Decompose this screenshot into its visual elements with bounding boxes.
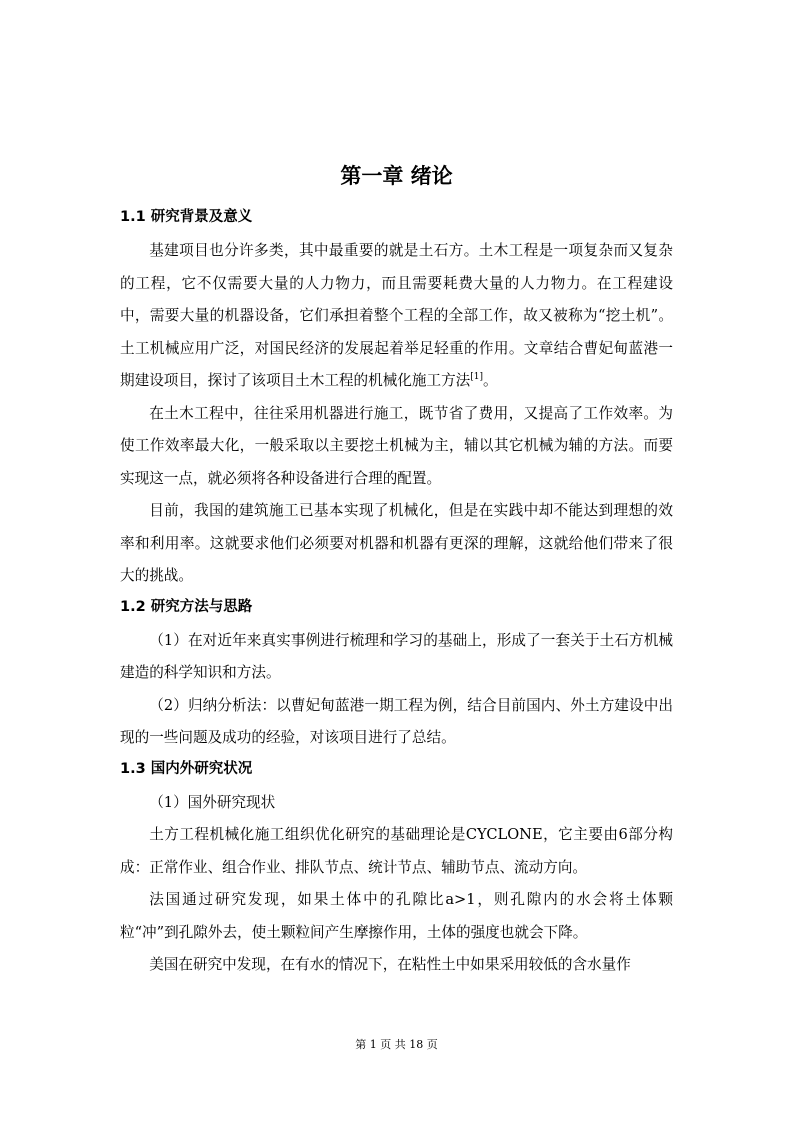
citation: [1] bbox=[470, 372, 484, 383]
paragraph: （1）国外研究现状 bbox=[149, 793, 276, 811]
page-content bbox=[120, 158, 673, 982]
section-heading-1-3: 1.3 国内外研究状况 bbox=[120, 760, 253, 777]
paragraph: （2）归纳分析法：以曹妃甸蓝港一期工程为例，结合目前国内、外土方建设中出现的一些问题及成功的经验，对该项目进行了总结。 bbox=[120, 696, 673, 746]
paragraph: 目前，我国的建筑施工已基本实现了机械化，但是在实践中却不能达到理想的效率和利用率。这就要求他们必须要对机器和机器有更深的理解，这就给他们带来了很大的挑战。 bbox=[120, 502, 673, 584]
paragraph: 在土木工程中，往往采用机器进行施工，既节省了费用，又提高了工作效率。为使工作效率最大化，一般采取以主要挖土机械为主，辅以其它机械为辅的方法。而要实现这一点，就必须将各种设备进行合理的配置。 bbox=[120, 404, 673, 487]
paragraph: （1）在对近年来真实事例进行梳理和学习的基础上，形成了一套关于土石方机械建造的科学知识和方法。 bbox=[120, 631, 673, 681]
chapter-title: 第一章 绪论 bbox=[340, 164, 453, 188]
paragraph-tail: 。 bbox=[483, 372, 498, 389]
paragraph bbox=[120, 235, 673, 398]
paragraph: 美国在研究中发现，在有水的情况下，在粘性土中如果采用较低的含水量作 bbox=[149, 956, 631, 973]
section-heading-1-1: 1.1 研究背景及意义 bbox=[120, 209, 253, 225]
paragraph: 土方工程机械化施工组织优化研究的基础理论是CYCLONE，它主要由6部分构成：正常作业、组合作业、排队节点、统计节点、辅助节点、流动方向。 bbox=[120, 826, 673, 876]
section-heading-1-2: 1.2 研究方法与思路 bbox=[120, 598, 253, 615]
paragraph: 法国通过研究发现，如果土体中的孔隙比a>1，则孔隙内的水会将土体颗粒“冲”到孔隙外去，使土颗粒间产生摩擦作用，土体的强度也就会下降。 bbox=[120, 891, 673, 941]
page-footer: 第 1 页 共 18 页 bbox=[355, 1038, 438, 1051]
paragraph-text: 基建项目也分许多类，其中最重要的就是土石方。土木工程是一项复杂而又复杂的工程，它不仅需要大量的人力物力，而且需要耗费大量的人力物力。在工程建设中，需要大量的机器设备，它们承担着整个工程的全部工作，故又被称为“挖土机”。土工机械应用广泛，对国民经济的发展起着举足轻重的作用。文章结合曹妃甸蓝港一期建设项目，探讨了该项目土木工程的机械化施工方法 bbox=[120, 242, 673, 389]
